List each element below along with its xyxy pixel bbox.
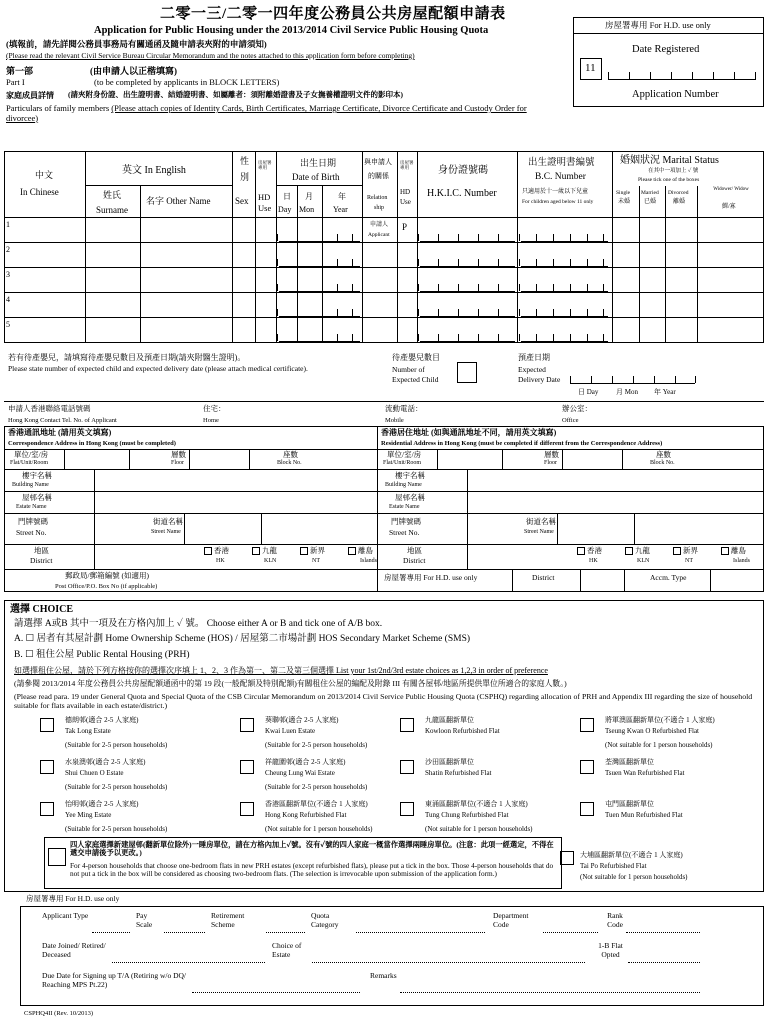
family-zh: 家庭成員詳情	[6, 91, 54, 100]
district-option-en: KLN	[637, 558, 650, 564]
footer-field-line	[543, 932, 598, 933]
applicant-p-mark: P	[402, 222, 408, 232]
flat-en: Flat/Unit/Room	[383, 460, 422, 466]
applicant-type: Applicant Type	[42, 911, 89, 920]
choice-a-hos[interactable]: A. ☐ 居者有其屋計劃 Home Ownership Scheme (HOS) / 居屋第二市場計劃 HOS Secondary Market Scheme (SMS)	[14, 634, 471, 644]
district-checkbox[interactable]	[348, 547, 356, 555]
row-number: 4	[6, 295, 10, 304]
family-en: Particulars of family members (Please attach copies of Identity Cards, Birth Certificates, Marriage Certificate, Divorce Certificate and Custody Order for divorcee)	[6, 103, 527, 123]
street-en: Street Name	[151, 529, 181, 535]
row-number: 2	[6, 245, 10, 254]
family-zh2: (請夾附身份證、出生證明書、結婚證明書、如屬離者：須附離婚證書及子女撫養權證明文件的影印本)	[68, 90, 403, 99]
estate-choice-box[interactable]	[40, 802, 54, 816]
hd-use-en1: HD	[258, 192, 271, 202]
street-en: Street Name	[524, 529, 554, 535]
flat-en: Flat/Unit/Room	[10, 460, 49, 466]
app-number-label: Application Number	[632, 89, 719, 100]
applicant-en: Applicant	[368, 232, 390, 238]
district-zh: 地區	[407, 546, 422, 555]
footer-field-line	[92, 932, 130, 933]
hd-use-en1-2: HD	[400, 188, 411, 196]
day-zh: 日	[283, 192, 291, 201]
district-checkbox[interactable]	[577, 547, 585, 555]
taipo-checkbox[interactable]	[560, 851, 574, 865]
district-option[interactable]: 離島	[721, 547, 746, 556]
rank-code: Rank Code	[607, 911, 623, 929]
district-option[interactable]: 九龍	[252, 547, 277, 556]
footer-hd-only: 房屋署專用 For H.D. use only	[26, 894, 120, 903]
row-number: 3	[6, 270, 10, 279]
bc-note-zh: 只適用於十一歲以下兒童	[522, 189, 589, 195]
marital-note-zh: 在其中一項加上 ✓ 號	[648, 168, 699, 174]
estate-en: Shui Chuen O Estate	[65, 769, 124, 777]
flat-zh: 單位/室/房	[14, 450, 49, 459]
district-checkbox[interactable]	[204, 547, 212, 555]
district-option-en: Islands	[360, 558, 377, 564]
num-child-en1: Number of	[392, 365, 425, 374]
corr-zh: 香港通訊地址 (請用英文填寫)	[8, 428, 112, 437]
estate-zh: 德朗邨(適合 2-5 人家庭)	[65, 716, 139, 724]
district-option-en: NT	[312, 558, 320, 564]
district-en: District	[403, 556, 426, 565]
choice-of-estate: Choice of Estate	[272, 941, 302, 959]
hd-use-zh-2: 房屋署專用	[400, 160, 414, 171]
estate-choice-box[interactable]	[580, 760, 594, 774]
year-en: Year	[333, 205, 348, 214]
part-zh2: (由申請人以正楷填寫)	[90, 66, 177, 76]
floor-en: Floor	[171, 460, 185, 466]
hd-only-addr: 房屋署專用 For H.D. use only	[384, 573, 478, 582]
estate-en: Cheung Lung Wai Estate	[265, 769, 335, 777]
four-person-checkbox[interactable]	[48, 848, 66, 866]
quota-category: Quota Category	[311, 911, 339, 929]
block-zh: 座數	[283, 450, 298, 459]
taipo-en: Tai Po Refurbished Flat	[580, 862, 647, 870]
estate-zh: 屯門區翻新單位	[605, 800, 654, 808]
estate-choice-box[interactable]	[240, 760, 254, 774]
estate-zh: 怡明邨(適合 2-5 人家庭)	[65, 800, 139, 808]
estate-choice-box[interactable]	[400, 802, 414, 816]
taipo-zh: 大埔區翻新單位(不適合 1 人家庭)	[580, 851, 683, 859]
estate-note: (Not suitable for 1 person households)	[605, 741, 713, 749]
mon-zh: 月	[305, 192, 313, 201]
bc-note-en: For children aged below 11 only	[522, 199, 594, 205]
district-option[interactable]: 九龍	[625, 547, 650, 556]
estate-en: Hong Kong Refurbished Flat	[265, 811, 347, 819]
footer-field-line	[312, 962, 585, 963]
estate-zh: 沙田區翻新單位	[425, 758, 474, 766]
corr-en: Correspondence Address in Hong Kong (must be completed)	[8, 440, 176, 447]
estate-note: (Suitable for 2-5 person households)	[65, 741, 168, 749]
estate-choice-box[interactable]	[400, 760, 414, 774]
delivery-mon: 月 Mon	[616, 388, 638, 396]
estate-choice-box[interactable]	[240, 802, 254, 816]
block-zh: 座數	[656, 450, 671, 459]
part-zh: 第一部	[6, 66, 34, 76]
applicant-zh: 申請人	[370, 222, 389, 228]
mobile-zh: 流動電話：	[385, 404, 423, 413]
prh-instr: 如選擇租住公屋，請於下列方格按你的選擇次序填上 1、2、3 作為第一、第二及第三個選擇 List your 1st/2nd/3rd estate choices as 1,2,3 in order of preference	[14, 666, 548, 675]
street-no-en: Street No.	[16, 528, 47, 537]
street-zh: 街道名稱	[153, 517, 183, 526]
estate-choice-box[interactable]	[400, 718, 414, 732]
tel-zh: 申請人香港聯絡電話號碼	[8, 404, 91, 413]
bc-en: B.C. Number	[535, 172, 586, 182]
estate-zh: 祥龍圍邨(適合 2-5 人家庭)	[265, 758, 346, 766]
dob-en: Date of Birth	[292, 172, 340, 182]
single-zh: 未婚	[618, 199, 631, 205]
hd-use-en2-2: Use	[400, 198, 411, 206]
estate-note: (Not suitable for 1 person households)	[425, 825, 533, 833]
estate-zh: 香港區翻新單位(不適合 1 人家庭)	[265, 800, 368, 808]
due-date: Due Date for Signing up T/A (Retiring w/o DQ/ Reaching MPS Pt.22)	[42, 971, 187, 989]
estate-zh: 屋邨名稱	[395, 493, 425, 502]
district-checkbox[interactable]	[673, 547, 681, 555]
street-zh: 街道名稱	[526, 517, 556, 526]
footer-hd-box	[20, 906, 764, 1006]
estate-choice-box[interactable]	[580, 802, 594, 816]
district-option[interactable]: 新界	[300, 547, 325, 556]
dob-zh: 出生日期	[300, 158, 337, 168]
office-en: Office	[562, 417, 579, 424]
delivery-year: 年 Year	[654, 388, 676, 396]
footer-field-line	[356, 932, 485, 933]
footer-field-line	[266, 932, 305, 933]
estate-en: Tuen Mun Refurbished Flat	[605, 811, 683, 819]
district-option-en: HK	[589, 558, 598, 564]
building-zh: 樓宇名稱	[22, 471, 52, 480]
district-option-en: NT	[685, 558, 693, 564]
rel-zh2: 的關係	[368, 172, 389, 180]
building-en: Building Name	[12, 482, 49, 488]
home-zh: 住宅：	[203, 404, 226, 413]
remarks: Remarks	[370, 971, 397, 980]
part-en: Part I	[6, 77, 25, 87]
title-en: Application for Public Housing under the 2013/2014 Civil Service Public Housing Quota	[94, 25, 489, 36]
estate-note: (Suitable for 2-5 person households)	[65, 783, 168, 791]
street-no-en: Street No.	[389, 528, 420, 537]
delivery-date-en1: Expected	[518, 365, 546, 374]
footer-field-line	[628, 962, 700, 963]
rel-en1: Relation	[367, 195, 388, 201]
rel-en2: ship	[374, 205, 385, 211]
sex-zh1: 性	[240, 156, 250, 166]
date-registered-label: Date Registered	[632, 44, 700, 55]
district-checkbox[interactable]	[625, 547, 633, 555]
single-en: Single	[616, 190, 631, 196]
delivery-date-en2: Delivery Date	[518, 375, 561, 384]
district-checkbox[interactable]	[252, 547, 260, 555]
floor-zh: 層數	[544, 450, 559, 459]
district-option-en: HK	[216, 558, 225, 564]
retirement-scheme: Retirement Scheme	[211, 911, 245, 929]
estate-note: (Suitable for 2-5 person households)	[265, 741, 368, 749]
district-option-en: Islands	[733, 558, 750, 564]
four-person-en: For 4-person households that choose one-bedroom flats in new PRH estates (except refurbished flats), please put a tick in the box. Those 4-person households that do not put a tick in the box will be considered as choosing two-bedroom flats. (The selection is irrevocable upon submission of the application form.)	[70, 861, 554, 879]
floor-en: Floor	[544, 460, 558, 466]
estate-en: Yee Ming Estate	[65, 811, 112, 819]
marital-note-en: Please tick one of the boxes	[638, 177, 700, 183]
choice-instr: 請選擇 A或B 其中一項及在方格內加上 ✓ 號。 Choose either A or B and tick one of A/B box.	[14, 619, 383, 629]
estate-choice-box[interactable]	[240, 718, 254, 732]
title-zh: 二零一三/二零一四年度公務員公共房屋配額申請表	[160, 6, 506, 22]
widowed-zh: 鰥/寡	[722, 204, 736, 210]
estate-en: Tak Long Estate	[65, 727, 111, 735]
flat-zh: 單位/室/房	[387, 450, 422, 459]
date-joined: Date Joined/ Retired/ Deceased	[42, 941, 106, 959]
married-zh: 已婚	[644, 199, 657, 205]
district-option[interactable]: 香港	[204, 547, 229, 556]
delivery-day: 日 Day	[578, 388, 599, 396]
widowed-en: Widower/ Widow	[713, 187, 749, 192]
estate-en: Estate Name	[16, 504, 47, 510]
estate-choice-box[interactable]	[40, 760, 54, 774]
district-option[interactable]: 香港	[577, 547, 602, 556]
footer-field-line	[626, 932, 700, 933]
estate-en: Shatin Refurbished Flat	[425, 769, 492, 777]
divorced-zh: 離婚	[673, 199, 686, 205]
pay-scale: Pay Scale	[136, 911, 153, 929]
mobile-en: Mobile	[385, 417, 404, 424]
estate-zh: 荃灣區翻新單位	[605, 758, 654, 766]
district-zh: 地區	[34, 546, 49, 555]
home-en: Home	[203, 417, 219, 424]
estate-en: Kowloon Refurbished Flat	[425, 727, 500, 735]
choice-title: 選擇 CHOICE	[10, 604, 74, 615]
po-en: Post Office/P.O. Box No (if applicable)	[55, 583, 158, 590]
instr-zh: (填報前，請先詳閱公務員事務局有關通函及隨申請表夾附的申請須知)	[6, 39, 267, 49]
estate-note: (Suitable for 2-5 person households)	[265, 783, 368, 791]
instr-en: (Please read the relevant Civil Service Bureau Circular Memorandum and the notes attached to this application form before completing)	[6, 51, 415, 60]
expected-child-zh: 若有待產嬰兒，請填寫待產嬰兒數目及預產日期(請夾附醫生證明)。	[8, 353, 246, 362]
col-zh-header: 中文	[35, 170, 54, 180]
district-checkbox[interactable]	[721, 547, 729, 555]
other-name-header: 名字 Other Name	[146, 196, 211, 206]
block-en: Block No.	[277, 460, 302, 466]
rel-zh1: 與申請人	[364, 158, 392, 166]
estate-en: Estate Name	[389, 504, 420, 510]
tel-en: Hong Kong Contact Tel. No. of Applicant	[8, 417, 117, 424]
choice-b-prh[interactable]: B. ☐ 租住公屋 Public Rental Housing (PRH)	[14, 650, 190, 660]
district-option[interactable]: 離島	[348, 547, 373, 556]
estate-zh: 葵聯邨(適合 2-5 人家庭)	[265, 716, 339, 724]
hd-use-label: 房屋署專用 For H.D. use only	[605, 20, 711, 30]
estate-zh: 將軍澳區翻新單位(不適合 1 人家庭)	[605, 716, 715, 724]
estate-en: Kwai Luen Estate	[265, 727, 316, 735]
estate-zh: 屋邨名稱	[22, 493, 52, 502]
four-person-zh: 四人家庭選擇新建屋邨(翻新單位除外)一睡房單位，請在方格內加上✓號。沒有✓號的四人家庭一概當作選擇兩睡房單位。(注意：此項一經選定，不得在遞交申請後予以更改。)	[70, 840, 554, 858]
block-en: Block No.	[650, 460, 675, 466]
year-zh: 年	[338, 192, 346, 201]
surname-zh: 姓氏	[103, 190, 122, 200]
floor-zh: 層數	[171, 450, 186, 459]
prefix-number: 11	[585, 62, 596, 74]
district-checkbox[interactable]	[300, 547, 308, 555]
form-number: CSPHQ4II (Rev. 10/2013)	[24, 1010, 94, 1017]
street-no-zh: 門牌號碼	[391, 517, 421, 526]
delivery-date-zh: 預產日期	[518, 353, 550, 362]
footer-field-line	[400, 992, 700, 993]
col-zh-en-header: In Chinese	[20, 187, 59, 197]
office-zh: 辦公室：	[562, 404, 592, 413]
po-zh: 郵政局/郵箱編號 (如適用)	[65, 571, 149, 580]
estate-en: Tsuen Wan Refurbished Flat	[605, 769, 685, 777]
footer-field-line	[112, 962, 265, 963]
bc-zh: 出生證明書編號	[528, 158, 595, 168]
res-en: Residential Address in Hong Kong (must be completed if different from the Correspondence Address)	[381, 440, 663, 447]
para-en: (Please read para. 19 under General Quota and Special Quota of the CSB Circular Memorandum on 2013/2014 Civil Service Public Housing Quota (CSPHQ) regarding allocation of PRH and Appendix III regarding the size of household suitable for flats available in each estate/district.)	[14, 692, 753, 710]
sex-zh2: 別	[240, 172, 250, 182]
marital-header: 婚姻狀況 Marital Status	[620, 155, 719, 166]
day-en: Day	[278, 205, 292, 214]
building-zh: 樓宇名稱	[395, 471, 425, 480]
num-child-input[interactable]	[457, 362, 477, 383]
district-lbl: District	[532, 573, 555, 582]
part-en2: (to be completed by applicants in BLOCK LETTERS)	[94, 77, 280, 87]
one-b-flat: 1-B Flat Opted	[598, 941, 623, 959]
num-child-en2: Expected Child	[392, 375, 439, 384]
footer-field-line	[192, 992, 360, 993]
res-zh: 香港居住地址 (如與通訊地址不同，請用英文填寫)	[381, 428, 557, 437]
estate-en: Tung Chung Refurbished Flat	[425, 811, 509, 819]
estate-choice-box[interactable]	[40, 718, 54, 732]
district-option-en: KLN	[264, 558, 277, 564]
district-en: District	[30, 556, 53, 565]
estate-choice-box[interactable]	[580, 718, 594, 732]
district-option[interactable]: 新界	[673, 547, 698, 556]
taipo-note: (Not suitable for 1 person households)	[580, 873, 688, 881]
para-zh: (請參閱 2013/2014 年度公務員公共房屋配額通函中的第 19 段(一般配額及特別配額)有關租住公屋的編配及附錄 III 有關各屋邨/地區所提供單位所適合的家庭人數。)	[14, 679, 567, 688]
estate-zh: 九龍區翻新單位	[425, 716, 474, 724]
building-en: Building Name	[385, 482, 422, 488]
row-number: 1	[6, 220, 10, 229]
estate-en: Tseung Kwan O Refurbished Flat	[605, 727, 699, 735]
married-en: Married	[641, 190, 659, 196]
row-number: 5	[6, 320, 10, 329]
dept-code: Department Code	[493, 911, 529, 929]
street-no-zh: 門牌號碼	[18, 517, 48, 526]
estate-zh: 東涌區翻新單位(不適合 1 人家庭)	[425, 800, 528, 808]
divorced-en: Divorced	[668, 190, 689, 196]
hd-use-en2: Use	[258, 203, 272, 213]
estate-note: (Suitable for 2-5 person households)	[65, 825, 168, 833]
address-section	[4, 426, 764, 592]
expected-child-en: Please state number of expected child and expected delivery date (please attach medical certificate).	[8, 364, 308, 373]
sex-en: Sex	[235, 196, 249, 206]
hkic-zh: 身份證號碼	[438, 165, 488, 176]
surname-en: Surname	[96, 205, 128, 215]
hd-use-zh: 房屋署專用	[258, 160, 272, 171]
num-child-zh: 待產嬰兒數目	[392, 353, 440, 362]
footer-field-line	[164, 932, 205, 933]
mon-en: Mon	[299, 205, 315, 214]
col-en-header: 英文 In English	[122, 165, 186, 176]
estate-note: (Not suitable for 1 person households)	[265, 825, 373, 833]
estate-zh: 水泉澳邨(適合 2-5 人家庭)	[65, 758, 146, 766]
accm-type: Accm. Type	[650, 573, 687, 582]
hkic-en: H.K.I.C. Number	[427, 188, 497, 199]
